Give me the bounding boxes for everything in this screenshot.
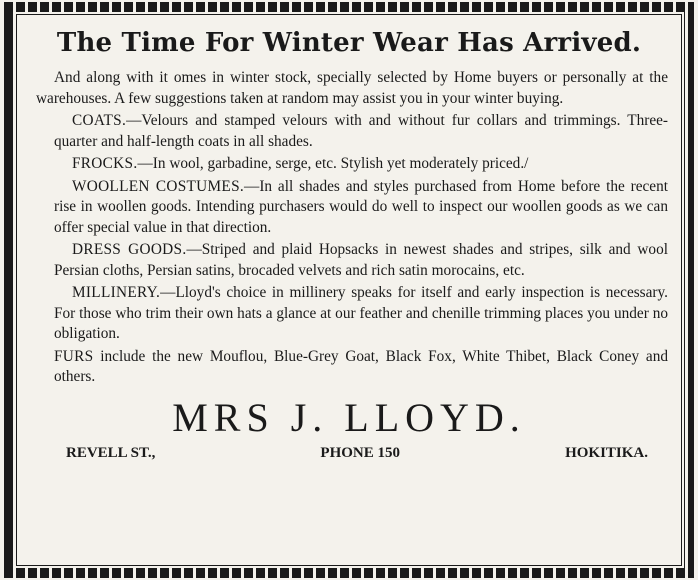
item-dress-goods: [36, 240, 668, 281]
ad-intro: And along with it omes in winter stock, specially selected by Home buyers or personally at the warehouses. A few suggestions taken at random may assist you in your winter buying.: [36, 69, 668, 107]
item-head: FROCKS.: [72, 155, 138, 172]
item-head: COATS.: [72, 112, 127, 129]
item-text: —Lloyd's choice in millinery speaks for itself and early inspection is necessary. For those who trim their own hats a glance at our feather and chenille trimming places you under no obligation.: [54, 284, 668, 342]
item-text: —Velours and stamped velours with and without fur collars and trimmings. Three-quarter and half-length coats in all shades.: [54, 112, 668, 150]
item-head: DRESS GOODS.: [72, 241, 187, 258]
footer-phone: PHONE 150: [320, 444, 400, 461]
item-text: include the new Mouflou, Blue-Grey Goat, Black Fox, White Thibet, Black Coney and others.: [54, 347, 668, 385]
footer-street: REVELL ST.,: [66, 444, 156, 461]
item-frocks: [36, 154, 668, 175]
item-millinery: [36, 283, 668, 345]
ad-footer: [22, 445, 676, 462]
item-head: MILLINERY.: [72, 284, 161, 301]
item-coats: [36, 111, 668, 152]
item-head: WOOLLEN COSTUMES.: [72, 177, 245, 195]
ad-title: The Time For Winter Wear Has Arrived.: [56, 28, 642, 58]
item-head: FURS: [54, 347, 94, 365]
footer-town: HOKITIKA.: [565, 444, 648, 461]
item-text: —In all shades and styles purchased from Home before the recent rise in woollen goods. Intending purchasers would do well to inspect our woollen goods as we can offer special value in that direction.: [54, 177, 668, 236]
item-text: —Striped and plaid Hopsacks in newest shades and stripes, silk and wool Persian cloths, Persian satins, brocaded velvets and rich satin morocains, etc.: [54, 241, 668, 279]
item-woollen-costumes: [36, 177, 668, 239]
advertisement: [22, 18, 676, 562]
item-text: —In wool, garbadine, serge, etc. Stylish yet moderately priced./: [137, 155, 529, 172]
advertiser-name: MRS J. LLOYD.: [172, 394, 526, 440]
item-furs: [36, 347, 668, 388]
